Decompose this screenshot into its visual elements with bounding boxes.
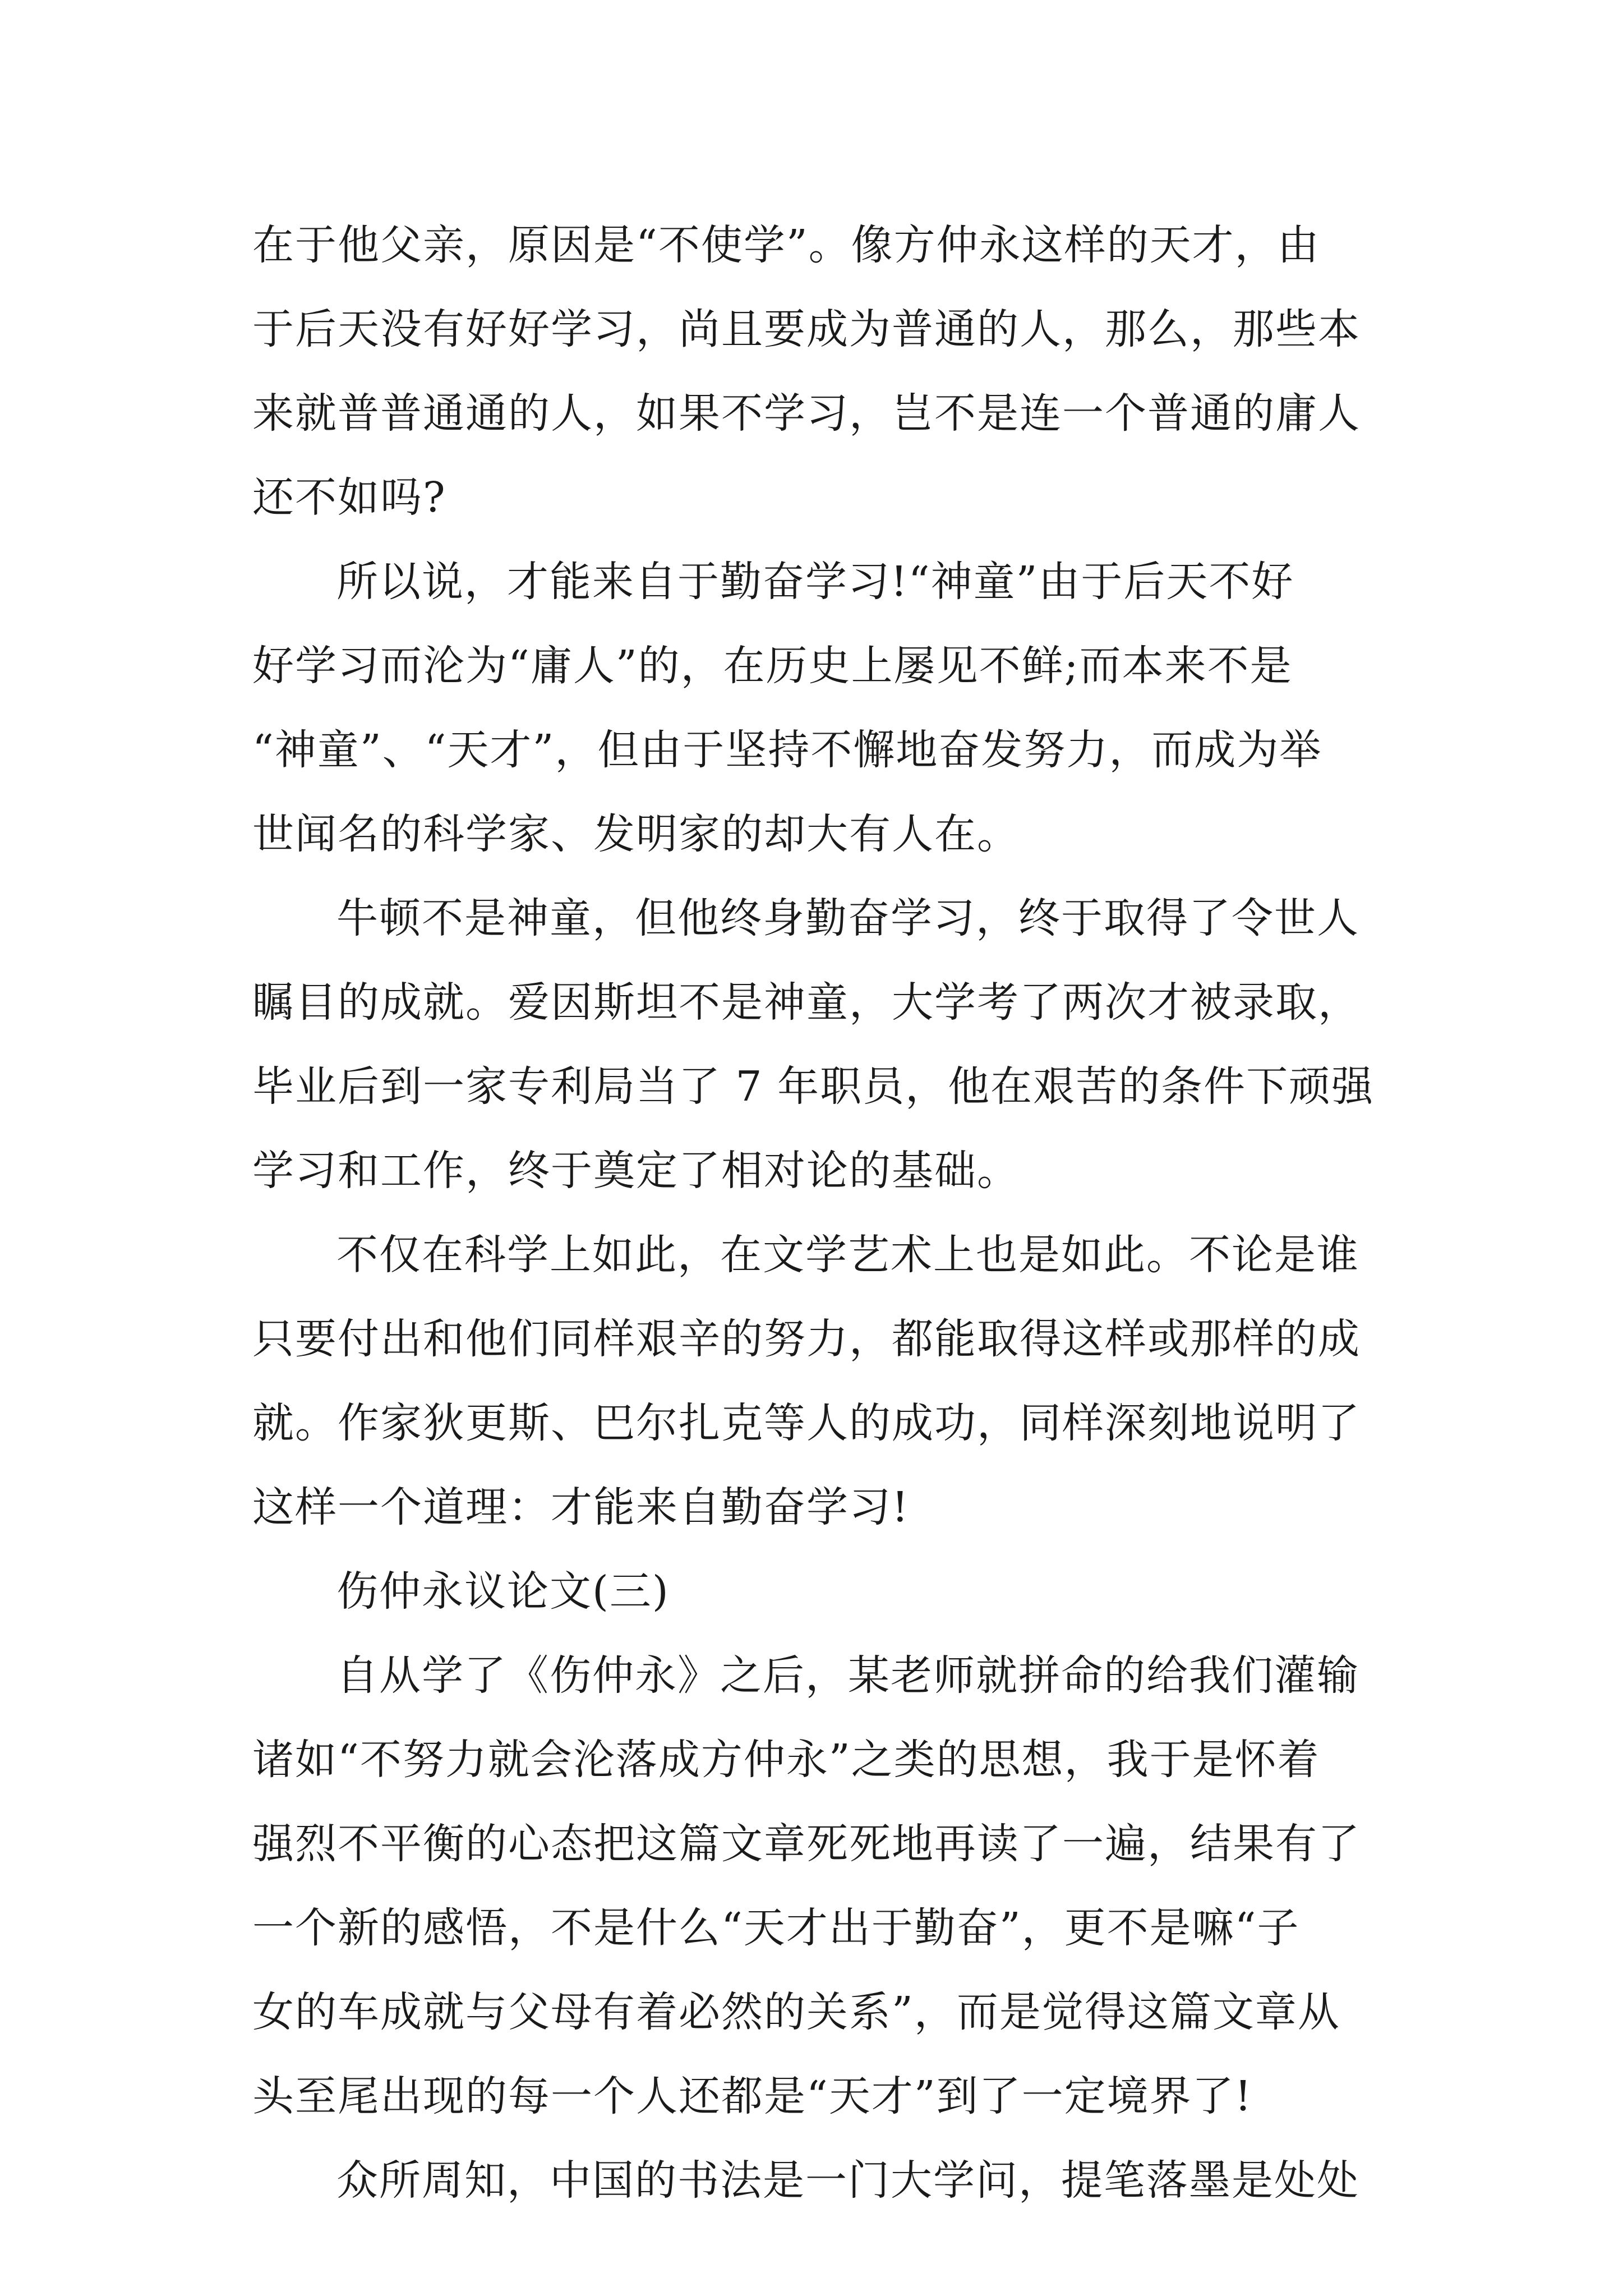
body-text-line: 在于他父亲，原因是“不使学”。像方仲永这样的天才，由 <box>252 221 1320 269</box>
section-heading: 伤仲永议论文(三) <box>336 1567 670 1616</box>
body-text-line: 诸如“不努力就会沦落成方仲永”之类的思想，我于是怀着 <box>252 1736 1320 1784</box>
body-text-line: 只要付出和他们同样艰辛的努力，都能取得这样或那样的成 <box>252 1315 1361 1363</box>
body-text-line: 毕业后到一家专利局当了 7 年职员，他在艰苦的条件下顽强 <box>252 1062 1375 1111</box>
body-text-line: 所以说，才能来自于勤奋学习!“神童”由于后天不好 <box>336 558 1294 606</box>
body-text-line: 这样一个道理：才能来自勤奋学习! <box>252 1483 910 1531</box>
body-text-line: 好学习而沦为“庸人”的，在历史上屡见不鲜;而本来不是 <box>252 642 1293 690</box>
body-text-line: 头至尾出现的每一个人还都是“天才”到了一定境界了! <box>252 2072 1253 2120</box>
body-text-line: “神童”、“天才”，但由于坚持不懈地奋发努力，而成为举 <box>252 726 1322 774</box>
body-text-line: 于后天没有好好学习，尚且要成为普通的人，那么，那些本 <box>252 305 1361 353</box>
body-text-line: 就。作家狄更斯、巴尔扎克等人的成功，同样深刻地说明了 <box>252 1399 1361 1447</box>
body-text-line: 一个新的感悟，不是什么“天才出于勤奋”，更不是嘛“子 <box>252 1904 1300 1952</box>
body-text-line: 瞩目的成就。爱因斯坦不是神童，大学考了两次才被录取， <box>252 978 1361 1027</box>
body-text-line: 女的车成就与父母有着必然的关系”，而是觉得这篇文章从 <box>252 1988 1340 2036</box>
body-text-line: 强烈不平衡的心态把这篇文章死死地再读了一遍，结果有了 <box>252 1820 1361 1868</box>
body-text-line: 牛顿不是神童，但他终身勤奋学习，终于取得了令世人 <box>336 894 1359 942</box>
body-text-line: 学习和工作，终于奠定了相对论的基础。 <box>252 1147 1020 1195</box>
body-text-line: 还不如吗? <box>252 473 446 522</box>
body-text-line: 来就普普通通的人，如果不学习，岂不是连一个普通的庸人 <box>252 389 1361 438</box>
body-text-line: 众所周知，中国的书法是一门大学问，提笔落墨是处处 <box>336 2156 1359 2205</box>
body-text-line: 世闻名的科学家、发明家的却大有人在。 <box>252 810 1020 858</box>
body-text-line: 不仅在科学上如此，在文学艺术上也是如此。不论是谁 <box>336 1231 1359 1279</box>
body-text-line: 自从学了《伤仲永》之后，某老师就拼命的给我们灌输 <box>336 1651 1359 1700</box>
